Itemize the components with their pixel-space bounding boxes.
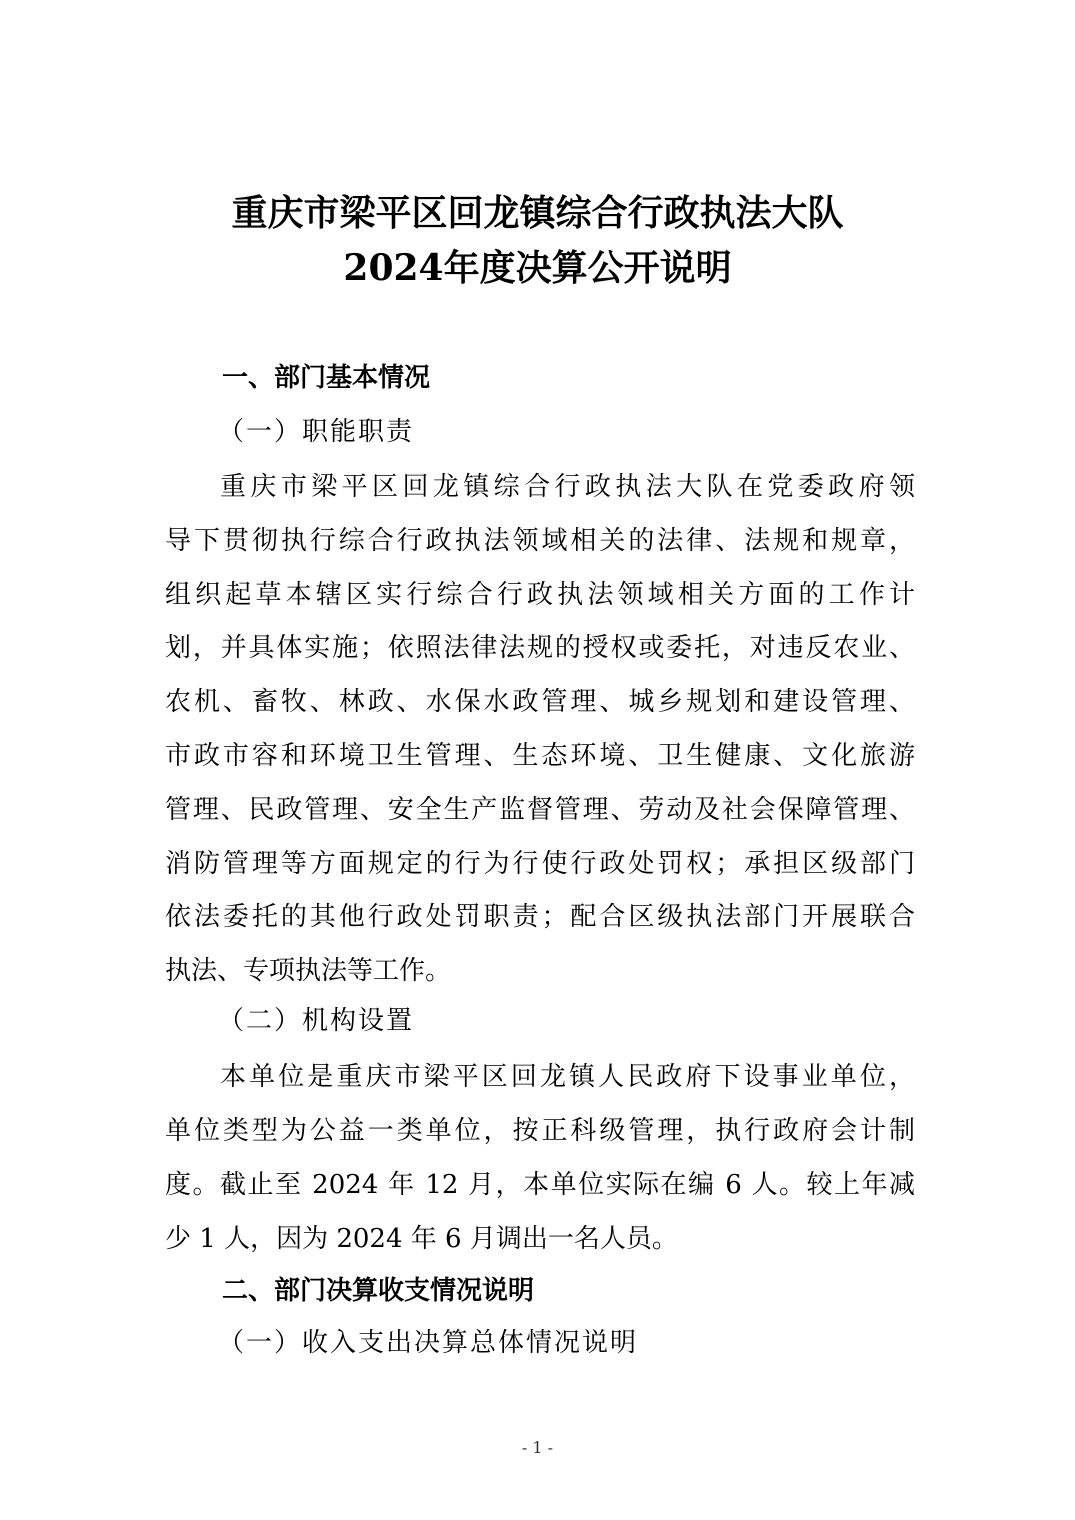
paragraph-line: 单位类型为公益一类单位，按正科级管理，执行政府会计制 [165, 1116, 915, 1146]
paragraph-line: 划，并具体实施；依照法律法规的授权或委托，对违反农业、 [165, 633, 915, 663]
paragraph-line: 市政市容和环境卫生管理、生态环境、卫生健康、文化旅游 [165, 741, 915, 771]
section-heading: 二、部门决算收支情况说明 [222, 1276, 535, 1306]
page-number: - 1 - [521, 1438, 554, 1457]
paragraph-line: 本单位是重庆市梁平区回龙镇人民政府下设事业单位， [220, 1062, 915, 1092]
paragraph-line: 组织起草本辖区实行综合行政执法领域相关方面的工作计 [165, 580, 915, 610]
paragraph-line: 导下贯彻执行综合行政执法领域相关的法律、法规和规章， [165, 526, 915, 556]
subsection-heading: （一）收入支出决算总体情况说明 [218, 1328, 639, 1358]
subsection-heading: （一）职能职责 [218, 417, 415, 447]
paragraph-line: 执法、专项执法等工作。 [165, 956, 452, 986]
paragraph-line: 管理、民政管理、安全生产监督管理、劳动及社会保障管理、 [165, 795, 915, 825]
section-heading: 一、部门基本情况 [222, 363, 431, 393]
document-title-line-2: 2024年度决算公开说明 [343, 247, 732, 289]
document-title-line-1: 重庆市梁平区回龙镇综合行政执法大队 [231, 192, 844, 234]
paragraph-line: 少 1 人，因为 2024 年 6 月调出一名人员。 [165, 1224, 678, 1254]
subsection-heading: （二）机构设置 [218, 1006, 415, 1036]
paragraph-line: 度。截止至 2024 年 12 月，本单位实际在编 6 人。较上年减 [165, 1170, 915, 1200]
paragraph-line: 消防管理等方面规定的行为行使行政处罚权；承担区级部门 [165, 849, 915, 879]
paragraph-line: 依法委托的其他行政处罚职责；配合区级执法部门开展联合 [165, 902, 915, 932]
paragraph-line: 重庆市梁平区回龙镇综合行政执法大队在党委政府领 [220, 472, 915, 502]
paragraph-line: 农机、畜牧、林政、水保水政管理、城乡规划和建设管理、 [165, 687, 915, 717]
